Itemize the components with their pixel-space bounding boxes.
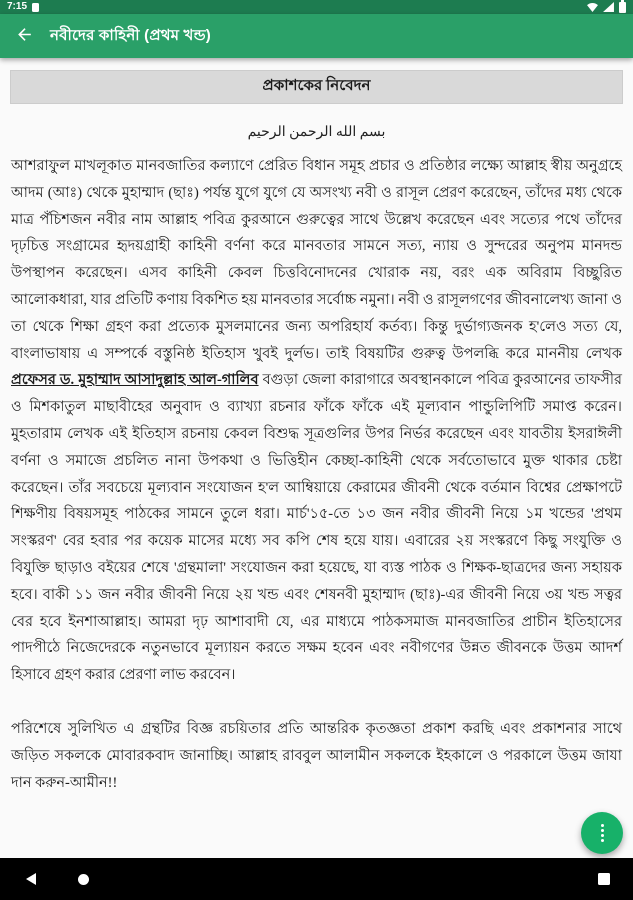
app-bar-title: নবীদের কাহিনী (প্রথম খন্ড) bbox=[50, 26, 211, 44]
body-text bbox=[0, 153, 633, 796]
status-bar-right bbox=[587, 2, 626, 13]
home-circle-icon bbox=[78, 874, 89, 885]
notification-icon bbox=[32, 3, 39, 12]
wifi-icon bbox=[587, 2, 598, 12]
battery-icon bbox=[619, 2, 626, 13]
author-name: প্রফেসর ড. মুহাম্মাদ আসাদুল্লাহ আল-গালিব bbox=[11, 372, 259, 389]
section-title: প্রকাশকের নিবেদন bbox=[10, 70, 623, 104]
nav-recents-button[interactable] bbox=[598, 873, 610, 885]
vertical-dots-icon bbox=[601, 824, 604, 842]
arrow-left-icon bbox=[15, 25, 34, 47]
paragraph-text: আশরাফুল মাখলূকাত মানবজাতির কল্যাণে প্রেরিত বিধান সমূহ প্রচার ও প্রতিষ্ঠার লক্ষ্যে আল্লাহ স্বীয় অনুগ্রহে আদম (আঃ) থেকে মুহাম্মাদ (ছাঃ) পর্যন্ত যুগে যুগে যে অসংখ্য নবী ও রাসূল প্রেরণ করেছেন, তাঁদের মধ্য থেকে মাত্র পঁচিশজন নবীর নাম আল্লাহ পবিত্র কুরআনে গুরুত্বের সাথে উল্লেখ করেছেন এবং সত্যের পথে তাঁদের দৃঢ়চিত্ত সংগ্রামের হৃদয়গ্রাহী কাহিনী বর্ণনা করে মানবতার সামনে সত্য, ন্যায় ও সুন্দরের অনুপম মানদন্ড উপস্থাপন করেছেন। এসব কাহিনী কেবল চিত্তবিনোদনের খোরাক নয়, বরং এক অবিরাম বিচ্ছুরিত আলোকধারা, যার প্রতিটি কণায় বিকশিত হয় মানবতার সর্বোচ্চ নমুনা। নবী ও রাসূলগণের জীবনালেখ্য জানা ও তা থেকে শিক্ষা গ্রহণ করা প্রত্যেক মুসলমানের জন্য অপরিহার্য কর্তব্য। কিন্তু দুর্ভাগ্যজনক হ'লেও সত্য যে, বাংলাভাষায় এ সম্পর্কে বস্তুনিষ্ঠ ইতিহাস খুবই দুর্লভ। তাই বিষয়টির গুরুত্ব উপলব্ধি করে মাননীয় লেখক bbox=[11, 158, 622, 362]
fab-menu-button[interactable] bbox=[581, 812, 623, 854]
back-button[interactable] bbox=[4, 14, 44, 58]
recents-square-icon bbox=[598, 873, 610, 885]
status-bar-left bbox=[7, 2, 39, 12]
status-time: 7:15 bbox=[7, 1, 28, 12]
publisher-note-paragraph bbox=[11, 153, 622, 689]
bismillah-text: بسم الله الرحمن الرحيم bbox=[247, 125, 386, 140]
signal-icon bbox=[603, 2, 614, 12]
paragraph-text: বগুড়া জেলা কারাগারে অবস্থানকালে পবিত্র কুরআনের তাফসীর ও মিশকাতুল মাছাবীহের অনুবাদ ও ব্যাখ্যা রচনার ফাঁকে ফাঁকে এই মূল্যবান পান্ডুলিপিটি সমাপ্ত করেন। মুহতারাম লেখক এই ইতিহাস রচনায় কেবল বিশুদ্ধ সূত্রগুলির উপর নির্ভর করেছেন এবং যাবতীয় ইসরাঈলী বর্ণনা ও সমাজে প্রচলিত নানা উপকথা ও ভিত্তিহীন কেচ্ছা-কাহিনী থেকে সর্বতোভাবে মুক্ত থাকার চেষ্টা করেছেন। তাঁর সবচেয়ে মূল্যবান সংযোজন হ'ল আম্বিয়ায়ে কেরামের জীবনী থেকে বর্তমান বিশ্বের প্রেক্ষাপটে শিক্ষণীয় বিষয়সমূহ পাঠকের সামনে তুলে ধরা। মার্চ'১৫-তে ১৩ জন নবীর জীবনী নিয়ে ১ম খন্ডের 'প্রথম সংস্করণ' বের হবার পর কয়েক মাসের মধ্যে সব কপি শেষ হয়ে যায়। এবারের ২য় সংস্করণে কিছু সংযুক্তি ও বিযুক্তি ছাড়াও বইয়ের শেষে 'গ্রন্থমালা' সংযোজন করা হয়েছে, যা ব্যস্ত পাঠক ও শিক্ষক-ছাত্রদের জন্য সহায়ক হবে। বাকী ১১ জন নবীর জীবনী নিয়ে ২য় খন্ড এবং শেষনবী মুহাম্মাদ (ছাঃ)-এর জীবনী নিয়ে ৩য় খন্ড সত্বর বের হবে ইনশাআল্লাহ। আমরা দৃঢ় আশাবাদী যে, এর মাধ্যমে পাঠকসমাজ মানবজাতির প্রাচীন ইতিহাসের পাদপীঠে নিজেদেরকে নতুনভাবে মূল্যায়ন করতে সক্ষম হবেন এবং নবীগণের উন্নত জীবনকে উত্তম আদর্শ হিসাবে গ্রহণ করার প্রেরণা লাভ করবেন। bbox=[11, 372, 622, 684]
navigation-bar bbox=[0, 858, 633, 900]
content-area[interactable] bbox=[0, 58, 633, 858]
back-triangle-icon bbox=[26, 873, 36, 885]
app-bar bbox=[0, 14, 633, 58]
closing-paragraph: পরিশেষে সুলিখিত এ গ্রন্থটির বিজ্ঞ রচয়িতার প্রতি আন্তরিক কৃতজ্ঞতা প্রকাশ করছি এবং প্রকাশনার সাথে জড়িত সকলকে মোবারকবাদ জানাচ্ছি। আল্লাহ রাববুল আলামীন সকলকে ইহকালে ও পরকালে উত্তম জাযা দান করুন-আমীন!! bbox=[11, 720, 622, 791]
status-bar bbox=[0, 0, 633, 14]
nav-back-button[interactable] bbox=[26, 873, 36, 885]
nav-home-button[interactable] bbox=[78, 874, 89, 885]
